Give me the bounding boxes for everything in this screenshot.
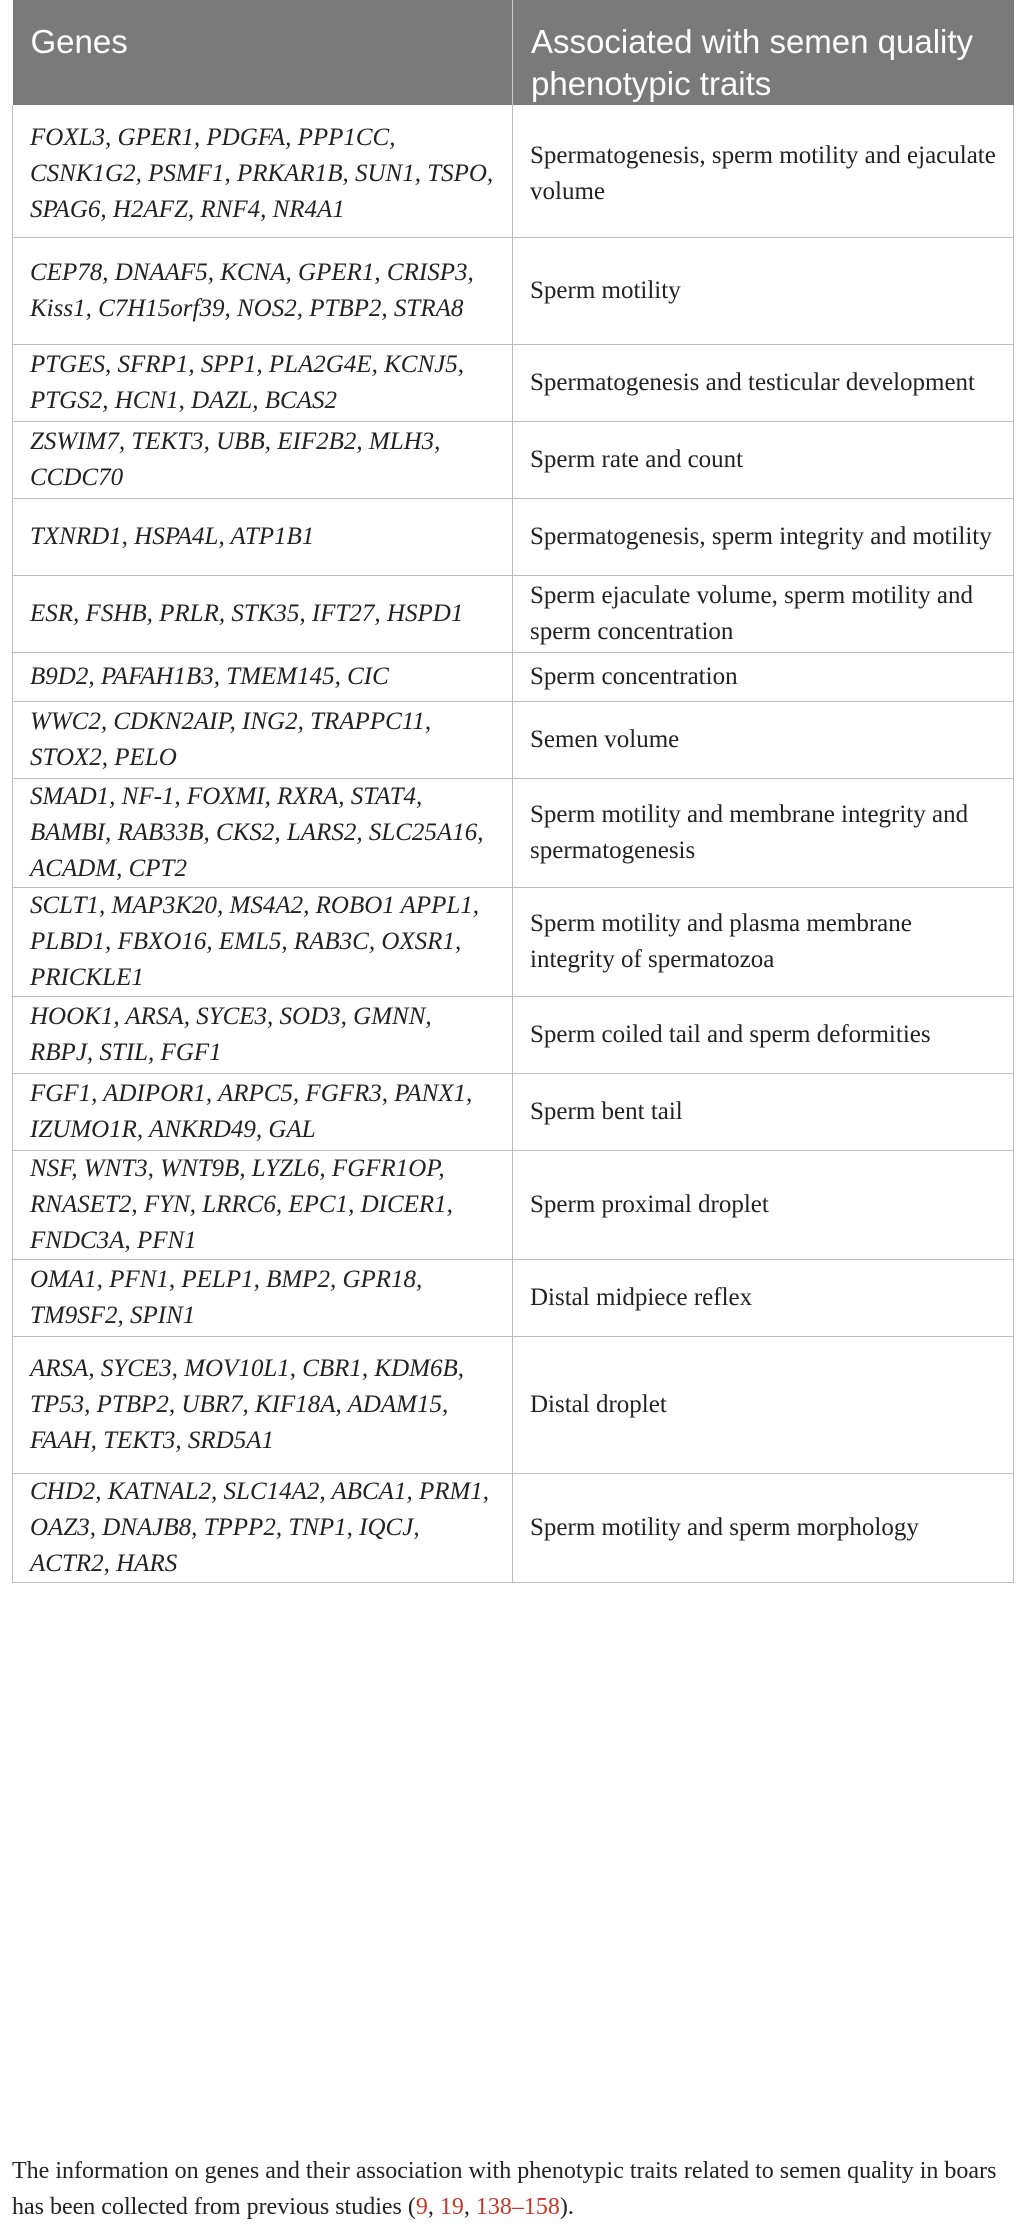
- genes-cell: CEP78, DNAAF5, KCNA, GPER1, CRISP3, Kiss1, C7H15orf39, NOS2, PTBP2, STRA8: [13, 237, 513, 344]
- genes-cell: FOXL3, GPER1, PDGFA, PPP1CC, CSNK1G2, PSMF1, PRKAR1B, SUN1, TSPO, SPAG6, H2AFZ, RNF4, NR4A1: [13, 105, 513, 237]
- trait-cell: Sperm ejaculate volume, sperm motility and sperm concentration: [513, 575, 1014, 652]
- trait-cell: Sperm motility and plasma membrane integrity of spermatozoa: [513, 887, 1014, 996]
- trait-cell: Distal droplet: [513, 1336, 1014, 1473]
- table-row: [13, 344, 1014, 421]
- genes-traits-table: [12, 0, 1014, 1583]
- table-header-row: [13, 0, 1014, 105]
- reference-link[interactable]: 138–158: [475, 2194, 560, 2220]
- table-row: [13, 1473, 1014, 1582]
- genes-cell: ARSA, SYCE3, MOV10L1, CBR1, KDM6B, TP53, PTBP2, UBR7, KIF18A, ADAM15, FAAH, TEKT3, SRD5A1: [13, 1336, 513, 1473]
- genes-cell: SCLT1, MAP3K20, MS4A2, ROBO1 APPL1, PLBD1, FBXO16, EML5, RAB3C, OXSR1, PRICKLE1: [13, 887, 513, 996]
- reference-link[interactable]: 9: [415, 2194, 428, 2220]
- trait-cell: Sperm motility and sperm morphology: [513, 1473, 1014, 1582]
- genes-table-container: [12, 0, 1013, 1583]
- trait-cell: Spermatogenesis, sperm integrity and motility: [513, 498, 1014, 575]
- footnote-text: The information on genes and their association with phenotypic traits related to semen quality in boars has been collected from previous studies (: [12, 2158, 997, 2220]
- genes-cell: OMA1, PFN1, PELP1, BMP2, GPR18, TM9SF2, SPIN1: [13, 1259, 513, 1336]
- table-row: [13, 105, 1014, 237]
- genes-cell: TXNRD1, HSPA4L, ATP1B1: [13, 498, 513, 575]
- trait-cell: Sperm proximal droplet: [513, 1150, 1014, 1259]
- trait-cell: Sperm bent tail: [513, 1073, 1014, 1150]
- table-row: [13, 237, 1014, 344]
- genes-cell: CHD2, KATNAL2, SLC14A2, ABCA1, PRM1, OAZ3, DNAJB8, TPPP2, TNP1, IQCJ, ACTR2, HARS: [13, 1473, 513, 1582]
- trait-cell: Sperm concentration: [513, 652, 1014, 701]
- header-traits: Associated with semen quality phenotypic traits: [513, 0, 1014, 105]
- table-row: [13, 887, 1014, 996]
- genes-cell: PTGES, SFRP1, SPP1, PLA2G4E, KCNJ5, PTGS2, HCN1, DAZL, BCAS2: [13, 344, 513, 421]
- footnote-separator: ,: [427, 2194, 440, 2220]
- trait-cell: Spermatogenesis and testicular development: [513, 344, 1014, 421]
- genes-cell: WWC2, CDKN2AIP, ING2, TRAPPC11, STOX2, PELO: [13, 701, 513, 778]
- footnote-end: ).: [559, 2194, 574, 2220]
- table-row: [13, 996, 1014, 1073]
- genes-cell: ESR, FSHB, PRLR, STK35, IFT27, HSPD1: [13, 575, 513, 652]
- trait-cell: Sperm motility: [513, 237, 1014, 344]
- genes-cell: FGF1, ADIPOR1, ARPC5, FGFR3, PANX1, IZUMO1R, ANKRD49, GAL: [13, 1073, 513, 1150]
- genes-cell: ZSWIM7, TEKT3, UBB, EIF2B2, MLH3, CCDC70: [13, 421, 513, 498]
- table-row: [13, 421, 1014, 498]
- genes-cell: SMAD1, NF-1, FOXMI, RXRA, STAT4, BAMBI, RAB33B, CKS2, LARS2, SLC25A16, ACADM, CPT2: [13, 778, 513, 887]
- reference-link[interactable]: 19: [439, 2194, 464, 2220]
- trait-cell: Sperm motility and membrane integrity and spermatogenesis: [513, 778, 1014, 887]
- trait-cell: Sperm coiled tail and sperm deformities: [513, 996, 1014, 1073]
- trait-cell: Sperm rate and count: [513, 421, 1014, 498]
- trait-cell: Distal midpiece reflex: [513, 1259, 1014, 1336]
- table-row: [13, 1150, 1014, 1259]
- table-row: [13, 1073, 1014, 1150]
- genes-cell: HOOK1, ARSA, SYCE3, SOD3, GMNN, RBPJ, STIL, FGF1: [13, 996, 513, 1073]
- header-genes: Genes: [13, 0, 513, 105]
- table-row: [13, 701, 1014, 778]
- genes-cell: NSF, WNT3, WNT9B, LYZL6, FGFR1OP, RNASET2, FYN, LRRC6, EPC1, DICER1, FNDC3A, PFN1: [13, 1150, 513, 1259]
- table-row: [13, 1259, 1014, 1336]
- table-footnote: [12, 2153, 1013, 2225]
- genes-cell: B9D2, PAFAH1B3, TMEM145, CIC: [13, 652, 513, 701]
- table-row: [13, 575, 1014, 652]
- table-row: [13, 498, 1014, 575]
- table-row: [13, 778, 1014, 887]
- trait-cell: Spermatogenesis, sperm motility and ejaculate volume: [513, 105, 1014, 237]
- footnote-separator: ,: [463, 2194, 476, 2220]
- table-row: [13, 1336, 1014, 1473]
- trait-cell: Semen volume: [513, 701, 1014, 778]
- table-row: [13, 652, 1014, 701]
